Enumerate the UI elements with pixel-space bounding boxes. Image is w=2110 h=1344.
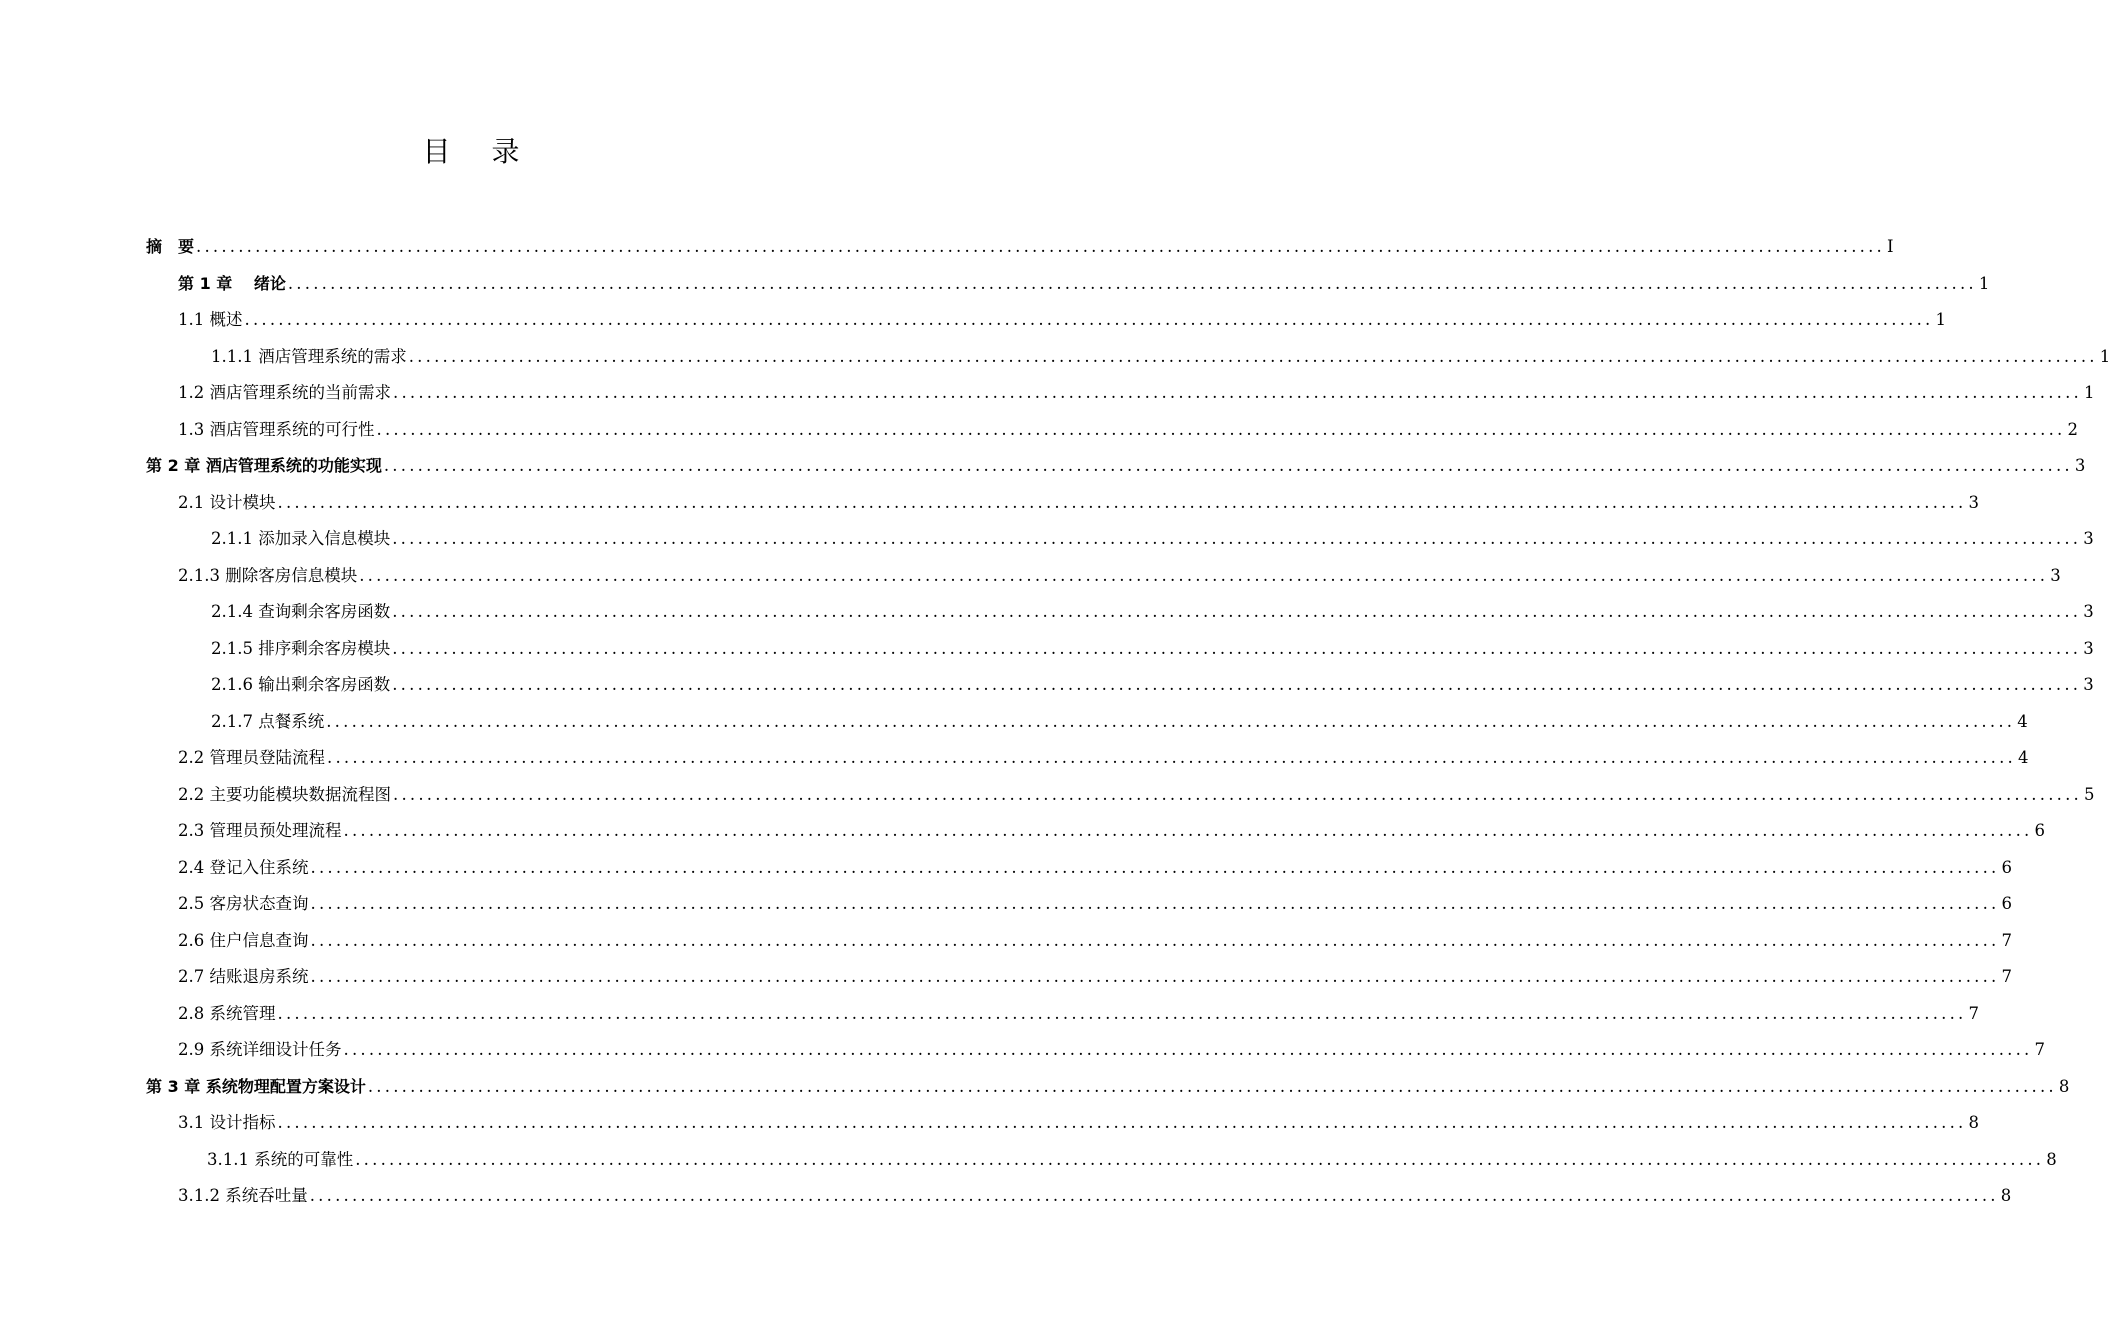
toc-entry-label: 2.1.5 排序剩余客房模块: [211, 638, 391, 658]
toc-entry[interactable]: [178, 1104, 1979, 1134]
toc-entry[interactable]: [211, 593, 2094, 623]
toc-page-number: 1: [1978, 273, 1990, 293]
toc-entry-label: 2.2 管理员登陆流程: [178, 748, 325, 767]
toc-page-number: 8: [1968, 1113, 1979, 1132]
toc-entry[interactable]: [178, 849, 2012, 879]
toc-page-number: I: [1887, 237, 1894, 256]
toc-page-number: 5: [2083, 784, 2095, 804]
toc-dot-leader: ........................................................................................................................................................................................................: [327, 748, 2016, 767]
toc-entry-label: 2.1.1 添加录入信息模块: [211, 529, 391, 548]
toc-entry[interactable]: [178, 739, 2029, 769]
toc-page-number: 4: [2017, 748, 2029, 767]
toc-page-number: 3: [2083, 602, 2094, 621]
toc-entry[interactable]: [178, 301, 1946, 331]
toc-page-number: 3: [2050, 565, 2061, 585]
toc-entry[interactable]: [178, 776, 2095, 806]
toc-entry-label: 1.2 酒店管理系统的当前需求: [178, 383, 391, 402]
toc-dot-leader: ........................................................................................................................................................................................................: [343, 821, 2033, 840]
toc-dot-leader: ........................................................................................................................................................................................................: [244, 310, 1934, 329]
toc-dot-leader: ........................................................................................................................................................................................................: [367, 1076, 2057, 1096]
toc-dot-leader: ........................................................................................................................................................................................................: [310, 930, 2000, 950]
toc-dot-leader: ........................................................................................................................................................................................................: [355, 1149, 2045, 1169]
toc-entry[interactable]: [178, 557, 2061, 587]
toc-dot-leader: ........................................................................................................................................................................................................: [392, 529, 2082, 548]
toc-entry-label: 2.1.7 点餐系统: [211, 711, 325, 731]
toc-entry[interactable]: [178, 922, 2012, 952]
toc-entry[interactable]: [211, 630, 2094, 660]
toc-page-number: 3: [2074, 456, 2086, 475]
toc-dot-leader: ........................................................................................................................................................................................................: [392, 602, 2082, 621]
toc-dot-leader: ........................................................................................................................................................................................................: [392, 638, 2082, 658]
toc-page-number: 1: [2099, 346, 2110, 366]
toc-entry-label: 3.1.2 系统吞吐量: [178, 1186, 308, 1205]
toc-entry[interactable]: [178, 265, 1990, 295]
toc-entry-label: 2.6 住户信息查询: [178, 930, 309, 950]
toc-dot-leader: ........................................................................................................................................................................................................: [376, 419, 2066, 439]
toc-entry[interactable]: [211, 666, 2094, 696]
toc-entry[interactable]: [146, 228, 1894, 258]
toc-entry[interactable]: [211, 703, 2028, 733]
toc-dot-leader: ........................................................................................................................................................................................................: [310, 894, 2000, 913]
toc-dot-leader: ........................................................................................................................................................................................................: [359, 565, 2049, 585]
toc-entry[interactable]: [211, 338, 2110, 368]
toc-entry[interactable]: [207, 1141, 2057, 1171]
toc-dot-leader: ........................................................................................................................................................................................................: [392, 675, 2082, 694]
toc-dot-leader: ........................................................................................................................................................................................................: [408, 346, 2098, 366]
toc-page-number: 8: [2000, 1186, 2012, 1205]
toc-entry-label: 2.8 系统管理: [178, 1003, 276, 1023]
toc-title: 目 录: [422, 135, 536, 168]
toc-entry-label: 2.7 结账退房系统: [178, 967, 309, 986]
toc-page-number: 3: [2083, 675, 2094, 694]
toc-entry-label: 2.4 登记入住系统: [178, 857, 309, 877]
toc-page-number: 3: [1968, 492, 1979, 512]
toc-dot-leader: ........................................................................................................................................................................................................: [277, 1003, 1967, 1023]
toc-page-number: 1: [1935, 310, 1946, 329]
toc-entry-label: 第 3 章 系统物理配置方案设计: [146, 1076, 366, 1096]
toc-dot-leader: ........................................................................................................................................................................................................: [343, 1040, 2033, 1059]
toc-entry-label: 1.1 概述: [178, 310, 243, 329]
toc-dot-leader: ........................................................................................................................................................................................................: [310, 967, 2000, 986]
toc-entry[interactable]: [146, 1068, 2070, 1098]
toc-entry[interactable]: [178, 484, 1979, 514]
toc-dot-leader: ........................................................................................................................................................................................................: [393, 784, 2082, 804]
toc-dot-leader: ........................................................................................................................................................................................................: [326, 711, 2016, 731]
toc-entry[interactable]: [211, 520, 2094, 550]
toc-entry-label: 2.5 客房状态查询: [178, 894, 309, 913]
toc-entry-label: 1.3 酒店管理系统的可行性: [178, 419, 375, 439]
toc-dot-leader: ........................................................................................................................................................................................................: [310, 857, 2000, 877]
toc-entry-label: 2.2 主要功能模块数据流程图: [178, 784, 391, 804]
toc-entry[interactable]: [146, 447, 2086, 477]
toc-entry-label: 1.1.1 酒店管理系统的需求: [211, 346, 407, 366]
toc-dot-leader: ........................................................................................................................................................................................................: [277, 492, 1967, 512]
toc-entry[interactable]: [178, 411, 2078, 441]
toc-dot-leader: ........................................................................................................................................................................................................: [196, 237, 1885, 256]
toc-page-number: 6: [2001, 894, 2012, 913]
toc-page-number: 6: [2034, 821, 2045, 840]
toc-entry-label: 第 2 章 酒店管理系统的功能实现: [146, 456, 382, 475]
toc-entry[interactable]: [178, 995, 1979, 1025]
toc-page-number: 3: [2083, 638, 2094, 658]
toc-page-number: 6: [2001, 857, 2012, 877]
toc-entry[interactable]: [178, 885, 2012, 915]
toc-page-number: 1: [2083, 383, 2095, 402]
toc-entry-label: 3.1 设计指标: [178, 1113, 276, 1132]
toc-entry[interactable]: [178, 958, 2012, 988]
toc-dot-leader: ........................................................................................................................................................................................................: [383, 456, 2073, 475]
toc-page-number: 7: [2001, 930, 2012, 950]
toc-dot-leader: ........................................................................................................................................................................................................: [393, 383, 2082, 402]
toc-page-number: 7: [2001, 967, 2012, 986]
toc-dot-leader: ........................................................................................................................................................................................................: [277, 1113, 1967, 1132]
toc-entry-label: 第 1 章 绪论: [178, 273, 286, 293]
toc-dot-leader: ........................................................................................................................................................................................................: [309, 1186, 1999, 1205]
toc-entry[interactable]: [178, 374, 2095, 404]
toc-page-number: 2: [2067, 419, 2078, 439]
toc-page-number: 4: [2017, 711, 2028, 731]
toc-entry-label: 2.1.4 查询剩余客房函数: [211, 602, 391, 621]
toc-page-number: 8: [2046, 1149, 2057, 1169]
toc-entry[interactable]: [178, 812, 2045, 842]
toc-page-number: 3: [2083, 529, 2094, 548]
toc-entry-label: 2.3 管理员预处理流程: [178, 821, 342, 840]
toc-entry-label: 摘 要: [146, 237, 195, 256]
toc-dot-leader: ........................................................................................................................................................................................................: [287, 273, 1977, 293]
toc-entry-label: 3.1.1 系统的可靠性: [207, 1149, 354, 1169]
toc-entry-label: 2.1 设计模块: [178, 492, 276, 512]
toc-entry-label: 2.1.6 输出剩余客房函数: [211, 675, 391, 694]
toc-entry-label: 2.1.3 删除客房信息模块: [178, 565, 358, 585]
toc-entry[interactable]: [178, 1031, 2045, 1061]
toc-page-number: 7: [1968, 1003, 1979, 1023]
toc-page-number: 8: [2058, 1076, 2070, 1096]
toc-page-number: 7: [2034, 1040, 2045, 1059]
toc-entry-label: 2.9 系统详细设计任务: [178, 1040, 342, 1059]
toc-entry[interactable]: [178, 1177, 2012, 1207]
